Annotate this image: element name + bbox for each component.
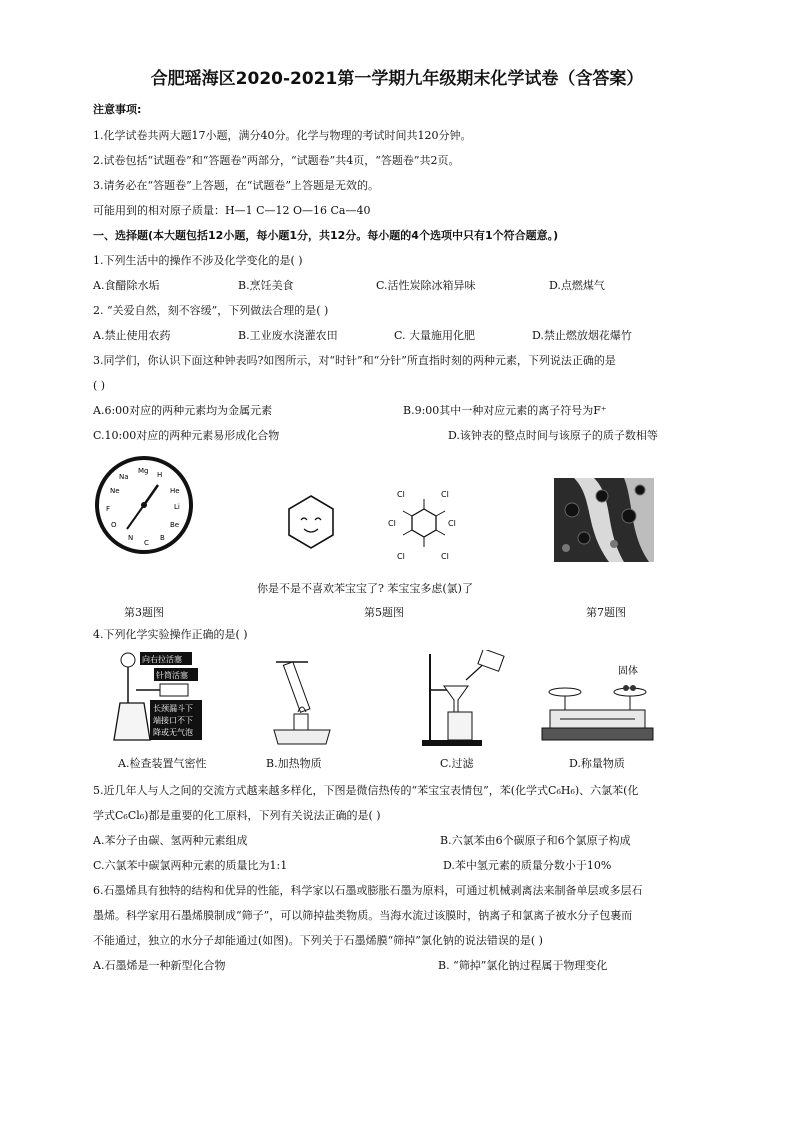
cl-label-5: Cl	[397, 552, 405, 561]
clock-element-h: H	[157, 471, 163, 479]
q6-option-b: B. “筛掉”氯化钠过程属于物理变化	[438, 959, 608, 972]
funnel-label-line3: 降或无气泡	[153, 728, 193, 737]
note-1: 1.化学试卷共两大题17小题，满分40分。化学与物理的考试时间共120分钟。	[93, 129, 472, 142]
q4-option-a: A.检查装置气密性	[118, 757, 207, 770]
clock-element-na: Na	[119, 473, 129, 481]
benzene-caption: 你是不是不喜欢苯宝宝了? 苯宝宝多虑(氯)了	[257, 582, 473, 595]
clock-element-c: C	[144, 539, 149, 547]
q1-stem: 1.下列生活中的操作不涉及化学变化的是( )	[93, 254, 303, 267]
q5-option-d: D.苯中氢元素的质量分数小于10%	[443, 859, 612, 872]
section-heading: 一、选择题(本大题包括12小题，每小题1分，共12分。每小题的4个选项中只有1个符合题意。)	[93, 229, 559, 242]
clock-element-he: He	[170, 487, 180, 495]
airtightness-check-figure	[110, 648, 215, 748]
q2-option-b: B.工业废水浇灌农田	[238, 329, 338, 342]
graphene-membrane-image	[554, 478, 654, 562]
figure-3-caption: 第3题图	[124, 606, 164, 619]
q3-option-d: D.该钟表的整点时间与该原子的质子数相等	[448, 429, 658, 442]
q5-stem-line1: 5.近几年人与人之间的交流方式越来越多样化，下图是微信热传的“苯宝宝表情包”，苯(化学式C₆H₆)、六氯苯(化	[93, 784, 639, 797]
heating-figure	[268, 658, 338, 748]
note-3: 3.请务必在“答题卷”上答题，在“试题卷”上答题是无效的。	[93, 179, 379, 192]
atomic-masses: 可能用到的相对原子质量：H—1 C—12 O—16 Ca—40	[93, 204, 371, 217]
cl-label-4: Cl	[448, 519, 456, 528]
q5-option-c: C.六氯苯中碳氯两种元素的质量比为1:1	[93, 859, 288, 872]
figure-7-caption: 第7题图	[586, 606, 626, 619]
clock-element-b: B	[160, 534, 165, 542]
q3-stem-line2: ( )	[93, 379, 106, 392]
q4-option-b: B.加热物质	[266, 757, 322, 770]
hexachlorobenzene-figure	[388, 487, 460, 563]
q4-option-c: C.过滤	[440, 757, 474, 770]
pull-plunger-label: 向右拉活塞	[142, 655, 182, 664]
q3-stem-line1: 3.同学们，你认识下面这种钟表吗?如图所示，对“时针”和“分针”所直指时刻的两种元素，下列说法正确的是	[93, 354, 616, 367]
clock-element-mg: Mg	[138, 467, 149, 475]
q2-option-c: C. 大量施用化肥	[394, 329, 476, 342]
balance-figure	[540, 660, 655, 748]
q6-stem-line3: 不能通过，独立的水分子却能通过(如图)。下列关于石墨烯膜“筛掉”氯化钠的说法错误的是( )	[93, 934, 543, 947]
page-title: 合肥瑶海区2020-2021第一学期九年级期末化学试卷（含答案）	[150, 69, 644, 89]
funnel-label-line2: 端接口不下	[153, 716, 193, 725]
cl-label-3: Cl	[388, 519, 396, 528]
element-clock-figure	[94, 455, 194, 555]
q6-stem-line2: 墨烯。科学家用石墨烯膜制成“筛子”，可以筛掉盐类物质。当海水流过该膜时，钠离子和氯离子被水分子包裹而	[93, 909, 633, 922]
clock-element-li: Li	[174, 503, 180, 511]
q3-option-b: B.9:00其中一种对应元素的离子符号为F⁺	[403, 404, 607, 417]
q1-option-a: A.食醋除水垢	[93, 279, 160, 292]
q3-option-a: A.6:00对应的两种元素均为金属元素	[93, 404, 273, 417]
q4-option-d: D.称量物质	[569, 757, 625, 770]
cl-label-1: Cl	[397, 490, 405, 499]
q4-stem: 4.下列化学实验操作正确的是( )	[93, 628, 248, 641]
syringe-label: 针筒活塞	[156, 671, 188, 680]
clock-element-ne: Ne	[110, 487, 120, 495]
solid-label: 固体	[618, 666, 638, 677]
clock-element-n: N	[128, 534, 134, 542]
clock-element-o: O	[111, 521, 117, 529]
q6-stem-line1: 6.石墨烯具有独特的结构和优异的性能，科学家以石墨或膨胀石墨为原料，可通过机械剥离法来制备单层或多层石	[93, 884, 643, 897]
figure-5-caption: 第5题图	[364, 606, 404, 619]
benzene-emoji-figure	[283, 492, 339, 552]
q6-option-a: A.石墨烯是一种新型化合物	[93, 959, 226, 972]
q1-option-d: D.点燃煤气	[549, 279, 605, 292]
q5-option-a: A.苯分子由碳、氢两种元素组成	[93, 834, 248, 847]
q2-stem: 2. “关爱自然，刻不容缓”，下列做法合理的是( )	[93, 304, 329, 317]
note-2: 2.试卷包括“试题卷”和“答题卷”两部分，“试题卷”共4页，“答题卷”共2页。	[93, 154, 460, 167]
q3-option-c: C.10:00对应的两种元素易形成化合物	[93, 429, 280, 442]
q1-option-b: B.烹饪美食	[238, 279, 294, 292]
q5-option-b: B.六氯苯由6个碳原子和6个氯原子构成	[440, 834, 631, 847]
q5-stem-line2: 学式C₆Cl₆)都是重要的化工原料，下列有关说法正确的是( )	[93, 809, 381, 822]
funnel-label-line1: 长颈漏斗下	[153, 704, 193, 713]
clock-element-f: F	[106, 505, 111, 513]
clock-element-be: Be	[170, 521, 180, 529]
q2-option-a: A.禁止使用农药	[93, 329, 171, 342]
notes-heading: 注意事项:	[93, 103, 142, 116]
cl-label-2: Cl	[441, 490, 449, 499]
q2-option-d: D.禁止燃放烟花爆竹	[532, 329, 632, 342]
cl-label-6: Cl	[441, 552, 449, 561]
filtration-figure	[418, 650, 508, 748]
q1-option-c: C.活性炭除冰箱异味	[376, 279, 476, 292]
